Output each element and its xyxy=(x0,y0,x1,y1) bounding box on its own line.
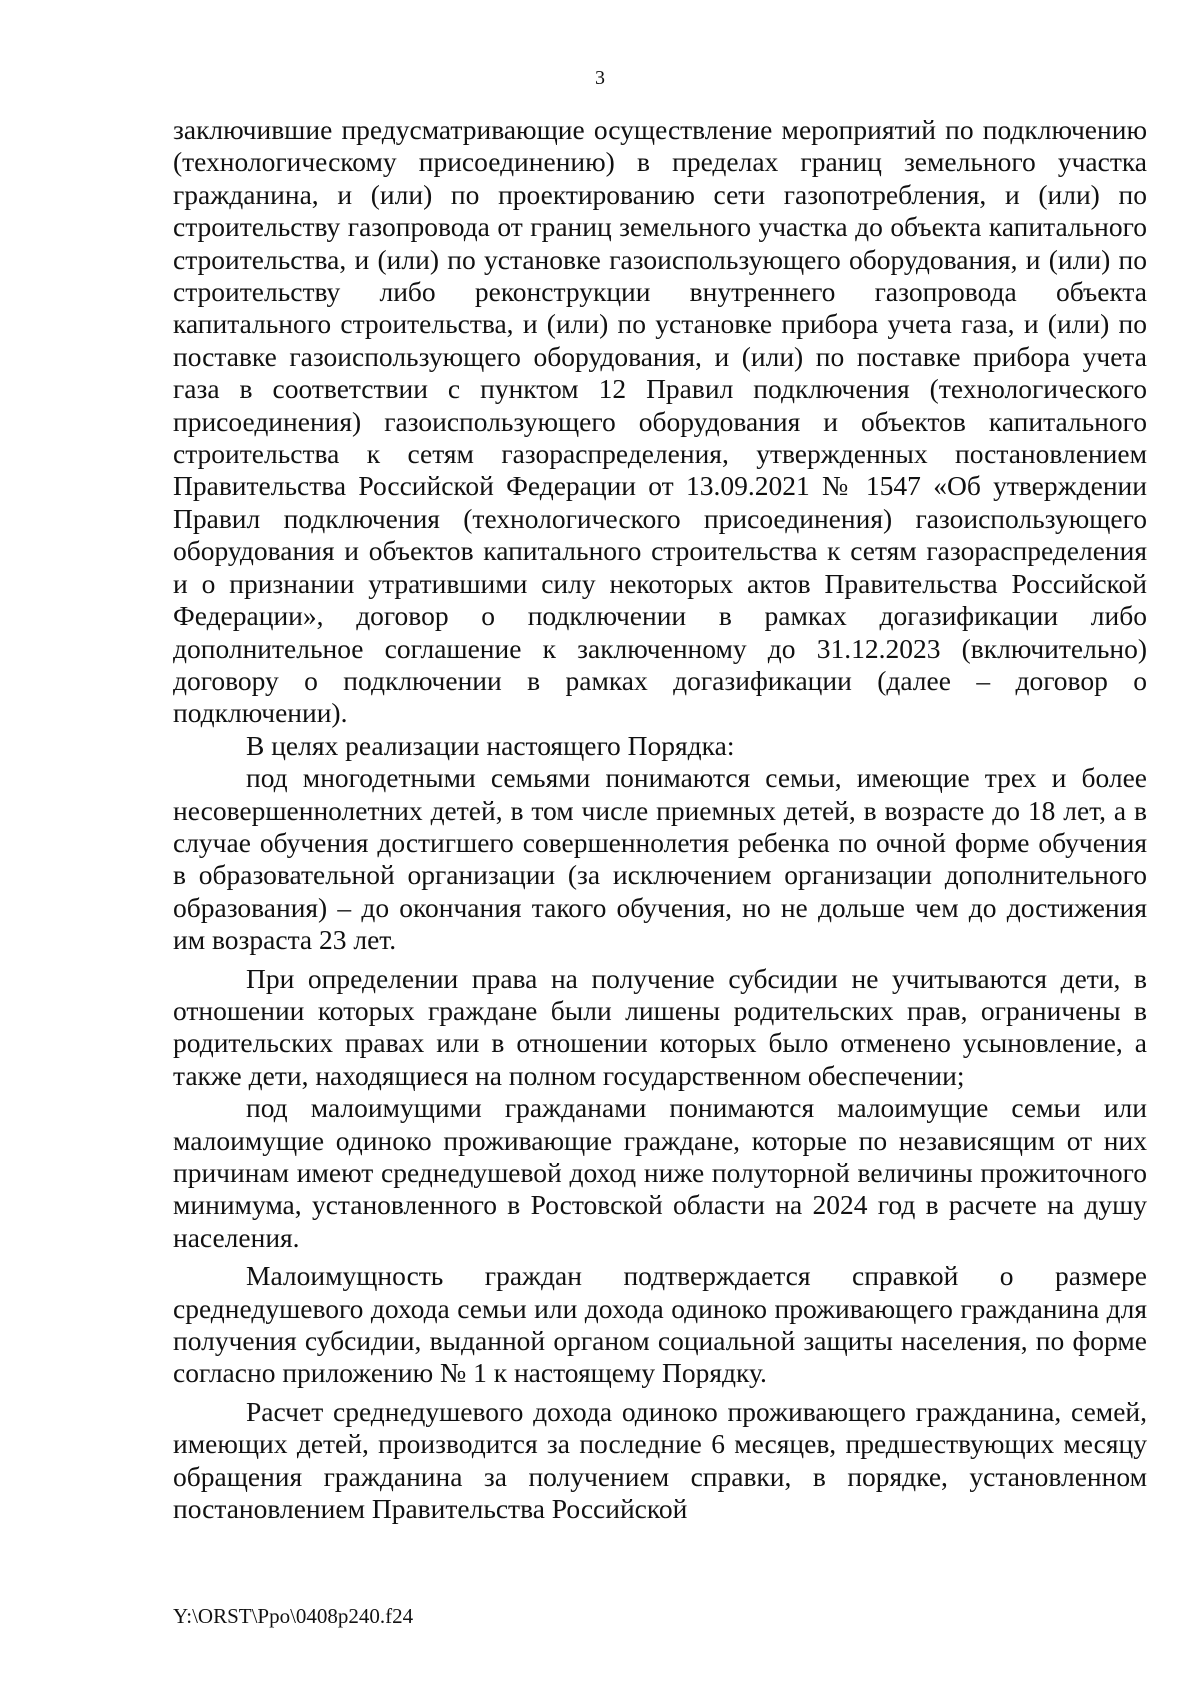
document-body xyxy=(173,114,1147,1525)
file-path-footer: Y:\ORST\Ppo\0408p240.f24 xyxy=(173,1604,414,1628)
paragraph-low-income: под малоимущими гражданами понимаются малоимущие семьи или малоимущие одиноко проживающие граждане, которые по независящим от них причинам имеют среднедушевой доход ниже полуторной величины прожиточного минимума, установленного в Ростовской области на 2024 год в расчете на душу населения. xyxy=(173,1092,1147,1253)
paragraph-income-calculation: Расчет среднедушевого дохода одиноко проживающего гражданина, семей, имеющих детей, производится за последние 6 месяцев, предшествующих месяцу обращения гражданина за получением справки, в порядке, установленном постановлением Правительства Российской xyxy=(173,1395,1147,1525)
paragraph-large-families: под многодетными семьями понимаются семьи, имеющие трех и более несовершеннолетних детей, в том числе приемных детей, в возрасте до 18 лет, а в случае обучения достигшего совершеннолетия ребенка по очной форме обучения в образовательной организации (за исключением организации дополнительного образования) – до окончания такого обучения, но не дольше чем до достижения им возраста 23 лет. xyxy=(173,762,1147,956)
paragraph-continuation: заключившие предусматривающие осуществление мероприятий по подключению (технологическому присоединению) в пределах границ земельного участка гражданина, и (или) по проектированию сети газопотребления, и (или) по строительству газопровода от границ земельного участка до объекта капитального строительства, и (или) по установке газоиспользующего оборудования, и (или) по строительству либо реконструкции внутреннего газопровода объекта капитального строительства, и (или) по установке прибора учета газа, и (или) по поставке газоиспользующего оборудования, и (или) по поставке прибора учета газа в соответствии с пунктом 12 Правил подключения (технологического присоединения) газоиспользующего оборудования и объектов капитального строительства к сетям газораспределения, утвержденных постановлением Правительства Российской Федерации от 13.09.2021 № 1547 «Об утверждении Правил подключения (технологического присоединения) газоиспользующего оборудования и объектов капитального строительства к сетям газораспределения и о признании утратившими силу некоторых актов Правительства Российской Федерации», договор о подключении в рамках догазификации либо дополнительное соглашение к заключенному до 31.12.2023 (включительно) договору о подключении в рамках догазификации (далее – договор о подключении). xyxy=(173,114,1147,729)
paragraph-low-income-proof: Малоимущность граждан подтверждается справкой о размере среднедушевого дохода семьи или дохода одиноко проживающего гражданина для получения субсидии, выданной органом социальной защиты населения, по форме согласно приложению № 1 к настоящему Порядку. xyxy=(173,1260,1147,1389)
paragraph-definitions-intro: В целях реализации настоящего Порядка: xyxy=(246,729,735,761)
page-number: 3 xyxy=(595,67,605,89)
paragraph-children-exclusion: При определении права на получение субсидии не учитываются дети, в отношении которых граждане были лишены родительских прав, ограничены в родительских правах или в отношении которых было отменено усыновление, а также дети, находящиеся на полном государственном обеспечении; xyxy=(173,962,1147,1091)
